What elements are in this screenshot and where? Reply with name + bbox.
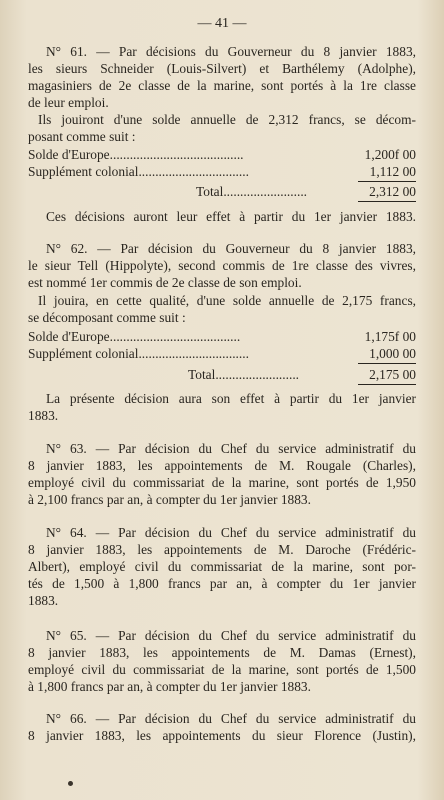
- salary-row-label: Supplément colonial.................................: [28, 164, 249, 179]
- decision-62-closing: La présente décision aura son effet à partir du 1er janvier: [46, 391, 416, 406]
- decision-61-line: N° 61. — Par décisions du Gouverneur du 8 janvier 1883,: [46, 44, 416, 59]
- decision-62-line: se décomposant comme suit :: [28, 310, 186, 325]
- salary-row-label: Solde d'Europe........................................: [28, 147, 244, 162]
- decision-61-closing: Ces décisions auront leur effet à partir du 1er janvier 1883.: [46, 209, 416, 224]
- ink-spot: [68, 781, 73, 786]
- salary-row-amount: 1,175f 00: [364, 329, 416, 344]
- decision-65-line: 8 janvier 1883, les appointements de M. Damas (Ernest),: [28, 645, 416, 660]
- decision-62-line: est nommé 1er commis de 2e classe de son emploi.: [28, 275, 302, 290]
- total-label: Total.........................: [188, 367, 300, 382]
- total-amount: 2,312 00: [369, 184, 416, 199]
- sum-rule: [358, 181, 416, 182]
- total-rule: [358, 201, 416, 202]
- total-rule: [358, 384, 416, 385]
- salary-row-label: Supplément colonial.................................: [28, 346, 249, 361]
- decision-64-line: 8 janvier 1883, les appointements de M. Daroche (Frédéric-: [28, 542, 416, 557]
- decision-61-line: de leur emploi.: [28, 95, 109, 110]
- salary-row: [28, 163, 416, 180]
- salary-row-amount: 1,112 00: [369, 164, 416, 179]
- decision-63-line: employé civil du commissariat de la marine, sont portés de 1,950: [28, 475, 416, 490]
- total-row: [196, 183, 416, 200]
- salary-row: [28, 328, 416, 345]
- page-number: — 41 —: [197, 16, 247, 31]
- decision-63-line: à 2,100 francs par an, à compter du 1er janvier 1883.: [28, 492, 311, 507]
- sum-rule: [358, 363, 416, 364]
- decision-61-line: posant comme suit :: [28, 129, 136, 144]
- decision-66-line: N° 66. — Par décision du Chef du service administratif du: [46, 711, 416, 726]
- decision-63-line: N° 63. — Par décision du Chef du service administratif du: [46, 441, 416, 456]
- decision-61-line: Ils jouiront d'une solde annuelle de 2,312 francs, se décom-: [38, 112, 416, 127]
- decision-66-line: 8 janvier 1883, les appointements du sieur Florence (Justin),: [28, 728, 416, 743]
- total-row: [188, 366, 416, 383]
- decision-64-line: N° 64. — Par décision du Chef du service administratif du: [46, 525, 416, 540]
- salary-row: [28, 345, 416, 362]
- salary-row-amount: 1,200f 00: [364, 147, 416, 162]
- decision-62-line: N° 62. — Par décision du Gouverneur du 8 janvier 1883,: [46, 241, 416, 256]
- salary-row-label: Solde d'Europe.......................................: [28, 329, 241, 344]
- total-label: Total.........................: [196, 184, 308, 199]
- decision-62-line: le sieur Tell (Hippolyte), second commis de 1re classe des vivres,: [28, 258, 416, 273]
- decision-62-line: Il jouira, en cette qualité, d'une solde annuelle de 2,175 francs,: [38, 293, 416, 308]
- decision-64-line: Albert), employé civil du commissariat de la marine, sont por-: [28, 559, 416, 574]
- decision-65-line: employé civil du commissariat de la marine, sont portés de 1,500: [28, 662, 416, 677]
- decision-65-line: à 1,800 francs par an, à compter du 1er janvier 1883.: [28, 679, 311, 694]
- decision-61-line: magasiniers de 2e classe de la marine, sont portés à la 1re classe: [28, 78, 416, 93]
- total-amount: 2,175 00: [369, 367, 416, 382]
- decision-65-line: N° 65. — Par décision du Chef du service administratif du: [46, 628, 416, 643]
- decision-62-closing: 1883.: [28, 408, 59, 423]
- salary-row-amount: 1,000 00: [369, 346, 416, 361]
- decision-64-line: tés de 1,500 à 1,800 francs par an, à compter du 1er janvier: [28, 576, 416, 591]
- decision-63-line: 8 janvier 1883, les appointements de M. Rougale (Charles),: [28, 458, 416, 473]
- salary-row: [28, 146, 416, 163]
- decision-64-line: 1883.: [28, 593, 59, 608]
- decision-61-line: les sieurs Schneider (Louis-Silvert) et Barthélemy (Adolphe),: [28, 61, 416, 76]
